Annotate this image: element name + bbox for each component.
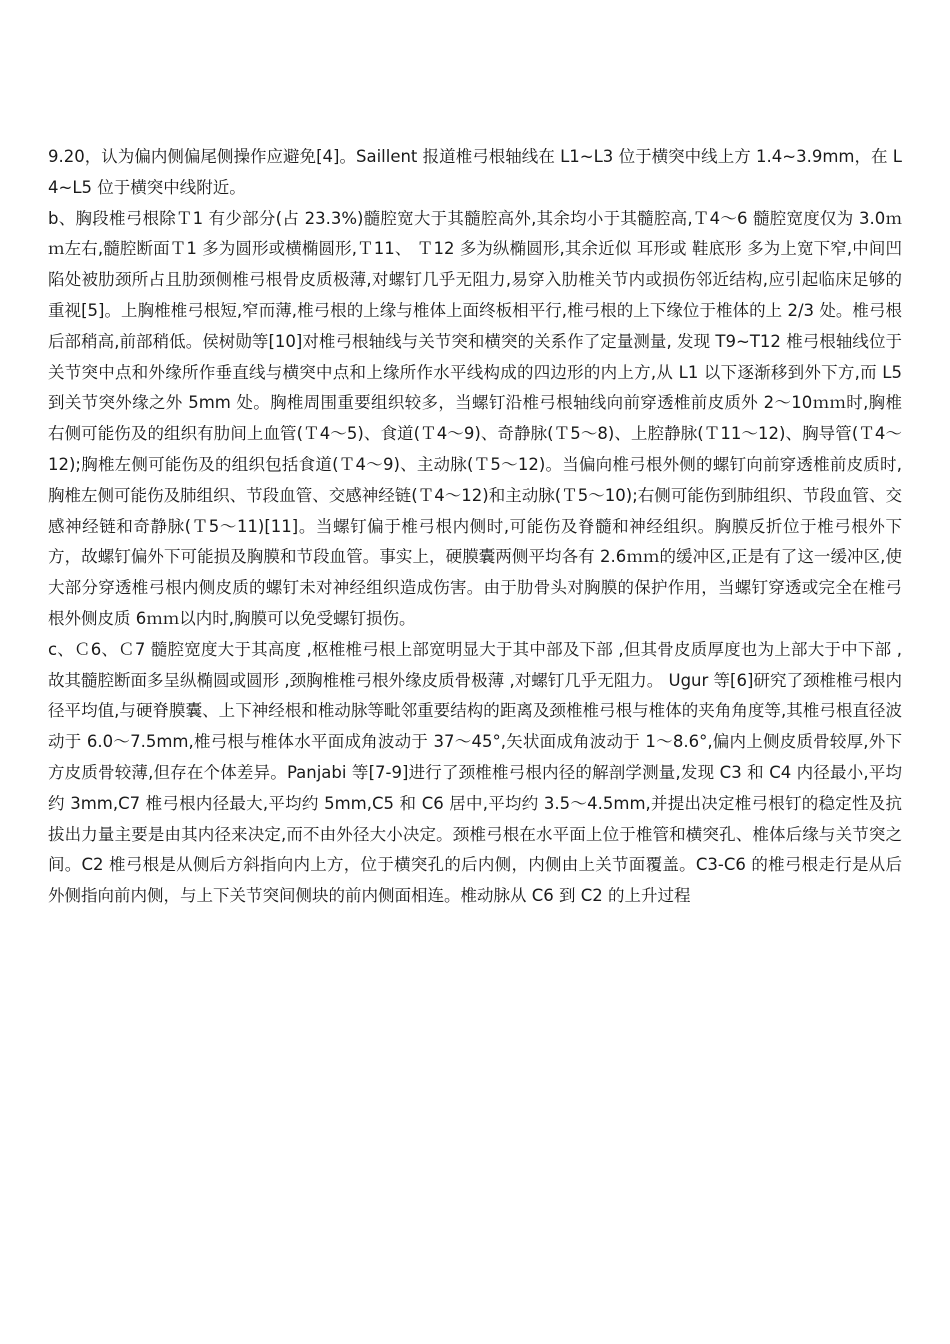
document-body bbox=[48, 142, 902, 912]
paragraph-lumbar-continuation: 9.20，认为偏内侧偏尾侧操作应避免[4]。Saillent 报道椎弓根轴线在 L1~L3 位于横突中线上方 1.4~3.9mm，在 L4~L5 位于横突中线附近。 bbox=[48, 147, 902, 197]
paragraph-cervical-pedicle: c、Ｃ6、Ｃ7 髓腔宽度大于其高度 ,枢椎椎弓根上部宽明显大于其中部及下部 ,但其骨皮质厚度也为上部大于中下部 ,故其髓腔断面多呈纵椭圆或圆形 ,颈胸椎椎弓根外缘皮质骨极薄 ,对螺钉几乎无阻力。 Ugur 等[6]研究了颈椎椎弓根内径平均值,与硬脊膜囊、上下神经根和椎动脉等毗邻重要结构的距离及颈椎椎弓根与椎体的夹角角度等,其椎弓根直径波动于 6.0～7.5mm,椎弓根与椎体水平面成角波动于 37～45°,矢状面成角波动于 1～8.6°,偏内上侧皮质骨较厚,外下方皮质骨较薄,但存在个体差异。Panjabi 等[7-9]进行了颈椎椎弓根内径的解剖学测量,发现 C3 和 C4 内径最小,平均约 3mm,C7 椎弓根内径最大,平均约 5mm,C5 和 C6 居中,平均约 3.5～4.5mm,并提出决定椎弓根钉的稳定性及抗拔出力量主要是由其内径来决定,而不由外径大小决定。颈椎弓根在水平面上位于椎管和横突孔、椎体后缘与关节突之间。C2 椎弓根是从侧后方斜指向内上方，位于横突孔的后内侧，内侧由上关节面覆盖。C3-C6 的椎弓根走行是从后外侧指向前内侧，与上下关节突间侧块的前内侧面相连。椎动脉从 C6 到 C2 的上升过程 bbox=[48, 639, 902, 906]
paragraph-thoracic-pedicle: b、胸段椎弓根除Ｔ1 有少部分(占 23.3%)髓腔宽大于其髓腔高外,其余均小于其髓腔高,Ｔ4～6 髓腔宽度仅为 3.0ｍｍ左右,髓腔断面Ｔ1 多为圆形或横椭圆形,Ｔ11、 Ｔ12 多为纵椭圆形,其余近似 耳形或 鞋底形 多为上宽下窄,中间凹陷处被肋颈所占且肋颈侧椎弓根骨皮质极薄,对螺钉几乎无阻力,易穿入肋椎关节内或损伤邻近结构,应引起临床足够的重视[5]。上胸椎椎弓根短,窄而薄,椎弓根的上缘与椎体上面终板相平行,椎弓根的上下缘位于椎体的上 2/3 处。椎弓根后部稍高,前部稍低。侯树勋等[10]对椎弓根轴线与关节突和横突的关系作了定量测量, 发现 T9~T12 椎弓根轴线位于关节突中点和外缘所作垂直线与横突中点和上缘所作水平线构成的四边形的内上方,从 L1 以下逐渐移到外下方,而 L5 到关节突外缘之外 5mm 处。胸椎周围重要组织较多，当螺钉沿椎弓根轴线向前穿透椎前皮质外 2～10ｍｍ时,胸椎右侧可能伤及的组织有肋间上血管(Ｔ4～5)、食道(Ｔ4～9)、奇静脉(Ｔ5～8)、上腔静脉(Ｔ11～12)、胸导管(Ｔ4～12);胸椎左侧可能伤及的组织包括食道(Ｔ4～9)、主动脉(Ｔ5～12)。当偏向椎弓根外侧的螺钉向前穿透椎前皮质时,胸椎左侧可能伤及肺组织、节段血管、交感神经链(Ｔ4～12)和主动脉(Ｔ5～10);右侧可能伤到肺组织、节段血管、交感神经链和奇静脉(Ｔ5～11)[11]。当螺钉偏于椎弓根内侧时,可能伤及脊髓和神经组织。胸膜反折位于椎弓根外下方，故螺钉偏外下可能损及胸膜和节段血管。事实上，硬膜囊两侧平均各有 2.6ｍｍ的缓冲区,正是有了这一缓冲区,使大部分穿透椎弓根内侧皮质的螺钉未对神经组织造成伤害。由于肋骨头对胸膜的保护作用，当螺钉穿透或完全在椎弓根外侧皮质 6ｍｍ以内时,胸膜可以免受螺钉损伤。 bbox=[48, 208, 902, 628]
